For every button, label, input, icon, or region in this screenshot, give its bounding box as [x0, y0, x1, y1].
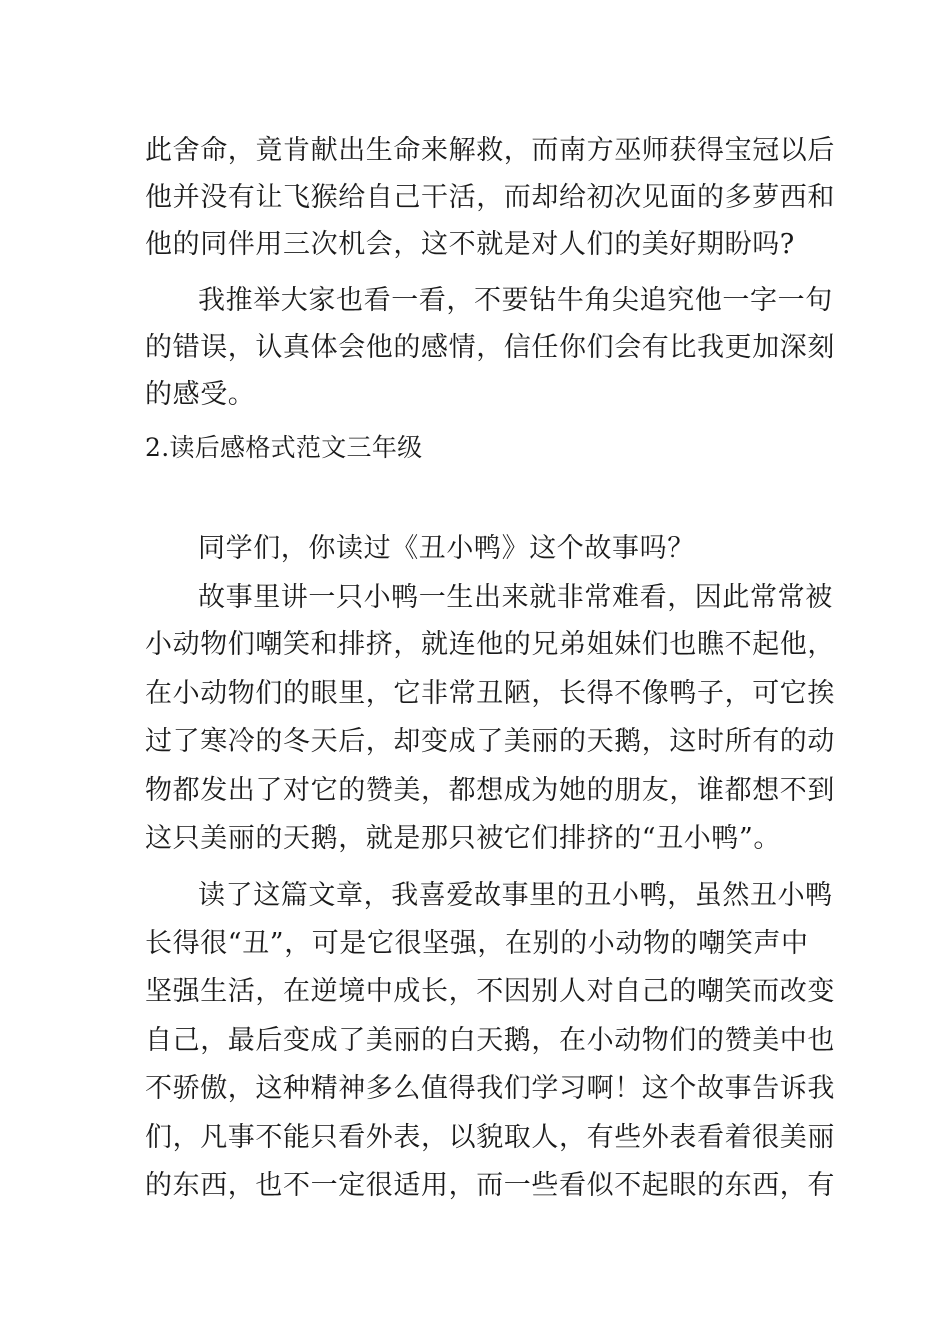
text-line: 的错误，认真体会他的感情，信任你们会有比我更加深刻	[145, 332, 835, 363]
paragraph-first-line: 我推举大家也看一看，不要钻牛角尖追究他一字一句	[198, 285, 833, 316]
paragraph-first-line: 故事里讲一只小鸭一生出来就非常难看，因此常常被	[198, 582, 833, 613]
paragraph-first-line: 读了这篇文章，我喜爱故事里的丑小鸭，虽然丑小鸭	[198, 880, 833, 911]
text-line: 坚强生活，在逆境中成长，不因别人对自己的嘲笑而改变	[145, 976, 835, 1007]
text-line: 的东西，也不一定很适用，而一些看似不起眼的东西，有	[145, 1170, 835, 1201]
text-line: 小动物们嘲笑和排挤，就连他的兄弟姐妹们也瞧不起他，	[145, 629, 835, 660]
paragraph-first-line: 同学们，你读过《丑小鸭》这个故事吗？	[198, 533, 695, 564]
text-line: 的感受。	[145, 379, 256, 410]
text-line: 此舍命，竟肯献出生命来解救，而南方巫师获得宝冠以后	[145, 135, 835, 166]
text-line: 这只美丽的天鹅，就是那只被它们排挤的“丑小鸭”。	[145, 823, 782, 854]
text-line: 他的同伴用三次机会，这不就是对人们的美好期盼吗?	[145, 229, 795, 260]
text-line: 自己，最后变成了美丽的白天鹅，在小动物们的赞美中也	[145, 1025, 835, 1056]
text-line: 们，凡事不能只看外表，以貌取人，有些外表看着很美丽	[145, 1122, 835, 1153]
text-line: 他并没有让飞猴给自己干活，而却给初次见面的多萝西和	[145, 182, 835, 213]
text-line: 过了寒冷的冬天后，却变成了美丽的天鹅，这时所有的动	[145, 726, 835, 757]
text-line: 在小动物们的眼里，它非常丑陋，长得不像鸭子，可它挨	[145, 678, 835, 709]
text-line: 不骄傲，这种精神多么值得我们学习啊！这个故事告诉我	[145, 1073, 835, 1104]
text-line: 长得很“丑”，可是它很坚强，在别的小动物的嘲笑声中	[145, 928, 809, 959]
section-heading: 2.读后感格式范文三年级	[145, 433, 423, 462]
text-line: 物都发出了对它的赞美，都想成为她的朋友，谁都想不到	[145, 775, 835, 806]
